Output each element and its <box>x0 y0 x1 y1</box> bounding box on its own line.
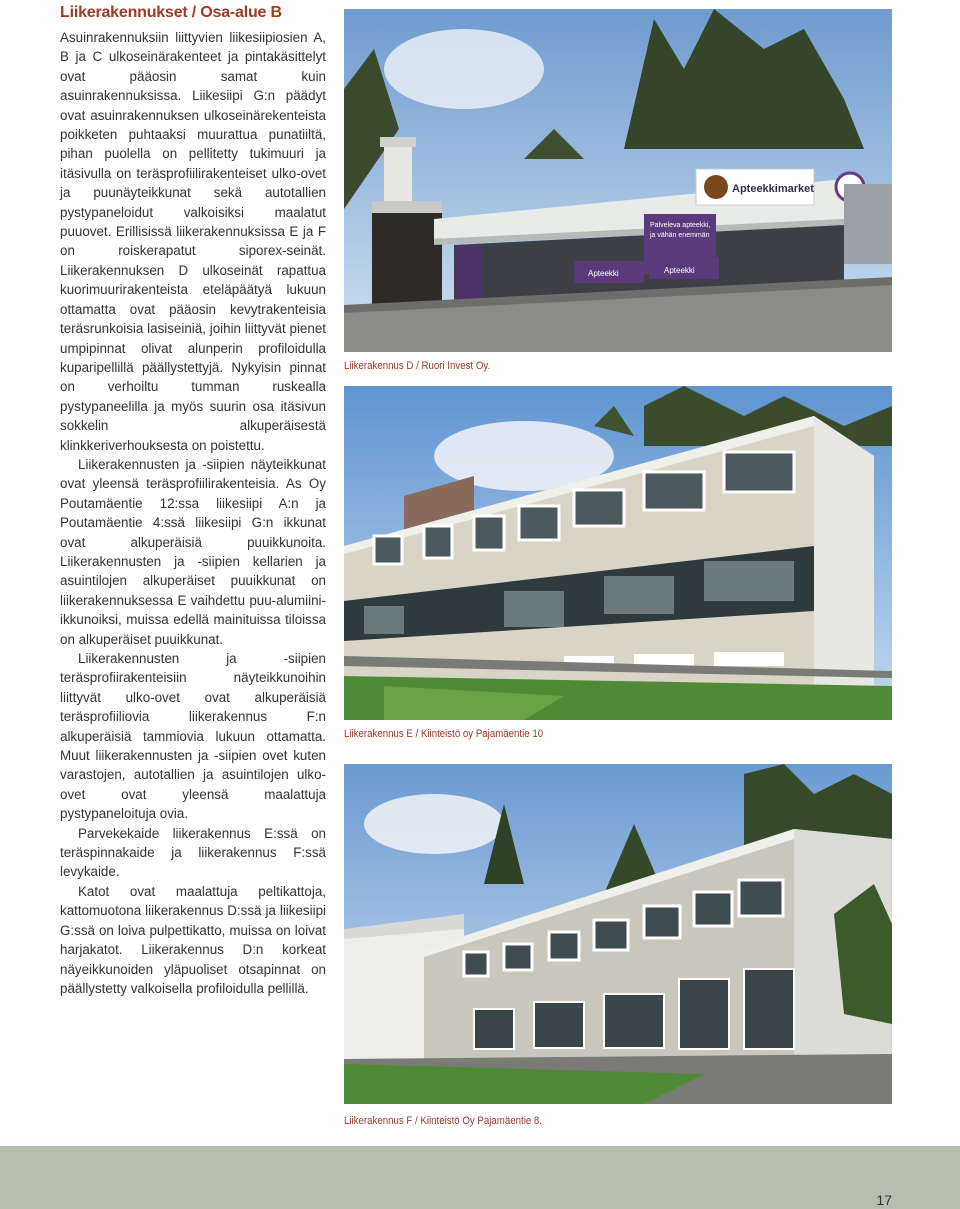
photo-building-d <box>344 9 892 352</box>
paragraph-5: Katot ovat maalattuja peltikattoja, kattomuotona liikerakennus D:ssä ja liikesiipi G:ssä on loiva pulpettikatto, muissa on loivat harjakatot. Liikerakennus D:n korkeat näyeikkunoiden yläpuoliset otsapinnat on päällystetty valkoisella profiloidulla pellillä. <box>60 883 326 996</box>
page-heading: Liikerakennukset / Osa-alue B <box>60 4 282 21</box>
caption-photo-1: Liikerakennus D / Ruori Invest Oy. <box>344 360 491 372</box>
sign-brand: Apteekkimarket <box>732 183 814 195</box>
footer-band <box>0 1146 960 1209</box>
caption-photo-2: Liikerakennus E / Kiinteistö oy Pajamäentie 10 <box>344 728 544 740</box>
sign-window-left: Apteekki <box>588 269 619 278</box>
paragraph-2: Liikerakennusten ja -siipien näyteikkunat ovat yleensä teräsprofiilirakenteisia. As Oy Poutamäentie 12:ssa liikesiipi A:n ja Poutamäentie 4:ssä liikesiipi G:n ikkunat ovat alkuperäisiä puuikkunoita. Liikerakennusten ja -siipien kellarien ja asuintilojen alkuperäiset puuikkunat on liikerakennuksessa E vaihdettu puu-alumiini-ikkunoiksi, muissa edellä mainituissa tiloissa on alkuperäiset puuikkunat. <box>60 456 326 647</box>
paragraph-3: Liikerakennusten ja -siipien teräsprofiirakenteisiin näyteikkunoihin liittyvät ulko-ovet ovat alkuperäisiä teräsprofiiliovia liikerakennus F:n alkuperäisiä tammiovia lukuun ottamatta. Muut liikerakennusten ja -siipien ovet kuten varastojen, autotallien ja asuintilojen ulko-ovet ovat yleensä maalattuja pystypaneloituja ovia. <box>60 651 326 822</box>
page-number: 17 <box>876 1192 892 1208</box>
photo-building-f <box>344 764 892 1104</box>
sign-window-top2: ja vähän enemmän <box>650 232 710 239</box>
sign-window-top: Palveleva apteekki, <box>650 222 711 229</box>
paragraph-1: Asuinrakennuksiin liittyvien liikesiipiosien A, B ja C ulkoseinärakenteet ja pintakäsittelyt ovat pääosin samat kuin asuinrakennuksissa. Liikesiipi G:n päädyt ovat asuinrakennuksen ulkoseinärekenteista poikketen puhtaaksi muurattua punatiiltä, pihan puolella on pellitetty tukimuuri ja itäsivulla on teräsprofiilirakenteiset ulko-ovet ja puunäyteikkunat sekä autotallien pystypaneloidut valkoisiksi maalatut puuovet. Erillisissä liikerakennuksissa E ja F on roiskerapatut siporex-seinät. Liikerakennuksen D ulkoseinät rapattua kuorimuurirakenteista eteläpäätyä lukuun ottamatta ovat pääosin kevytrakenteisia teräsrunkoisia lasiseiniä, joihin liittyvät pienet umpipinnat olivat alunperin profiloidulla kuparipellillä päällystettyjä. Nykyisin pinnat on verhoiltu tumman ruskealla pystypaneelilla ja myös suurin osa itäsivun sokkelin alkuperäisestä klinkkeriverhouksesta on poistettu. <box>60 30 326 453</box>
photo-building-e <box>344 386 892 720</box>
body-text <box>60 28 326 998</box>
paragraph-4: Parvekekaide liikerakennus E:ssä on teräspinnakaide ja liikerakennus F:ssä levykaide. <box>60 825 326 880</box>
caption-photo-3: Liikerakennus F / Kiinteistö Oy Pajamäentie 8. <box>344 1115 543 1127</box>
sign-window-right: Apteekki <box>664 266 695 275</box>
